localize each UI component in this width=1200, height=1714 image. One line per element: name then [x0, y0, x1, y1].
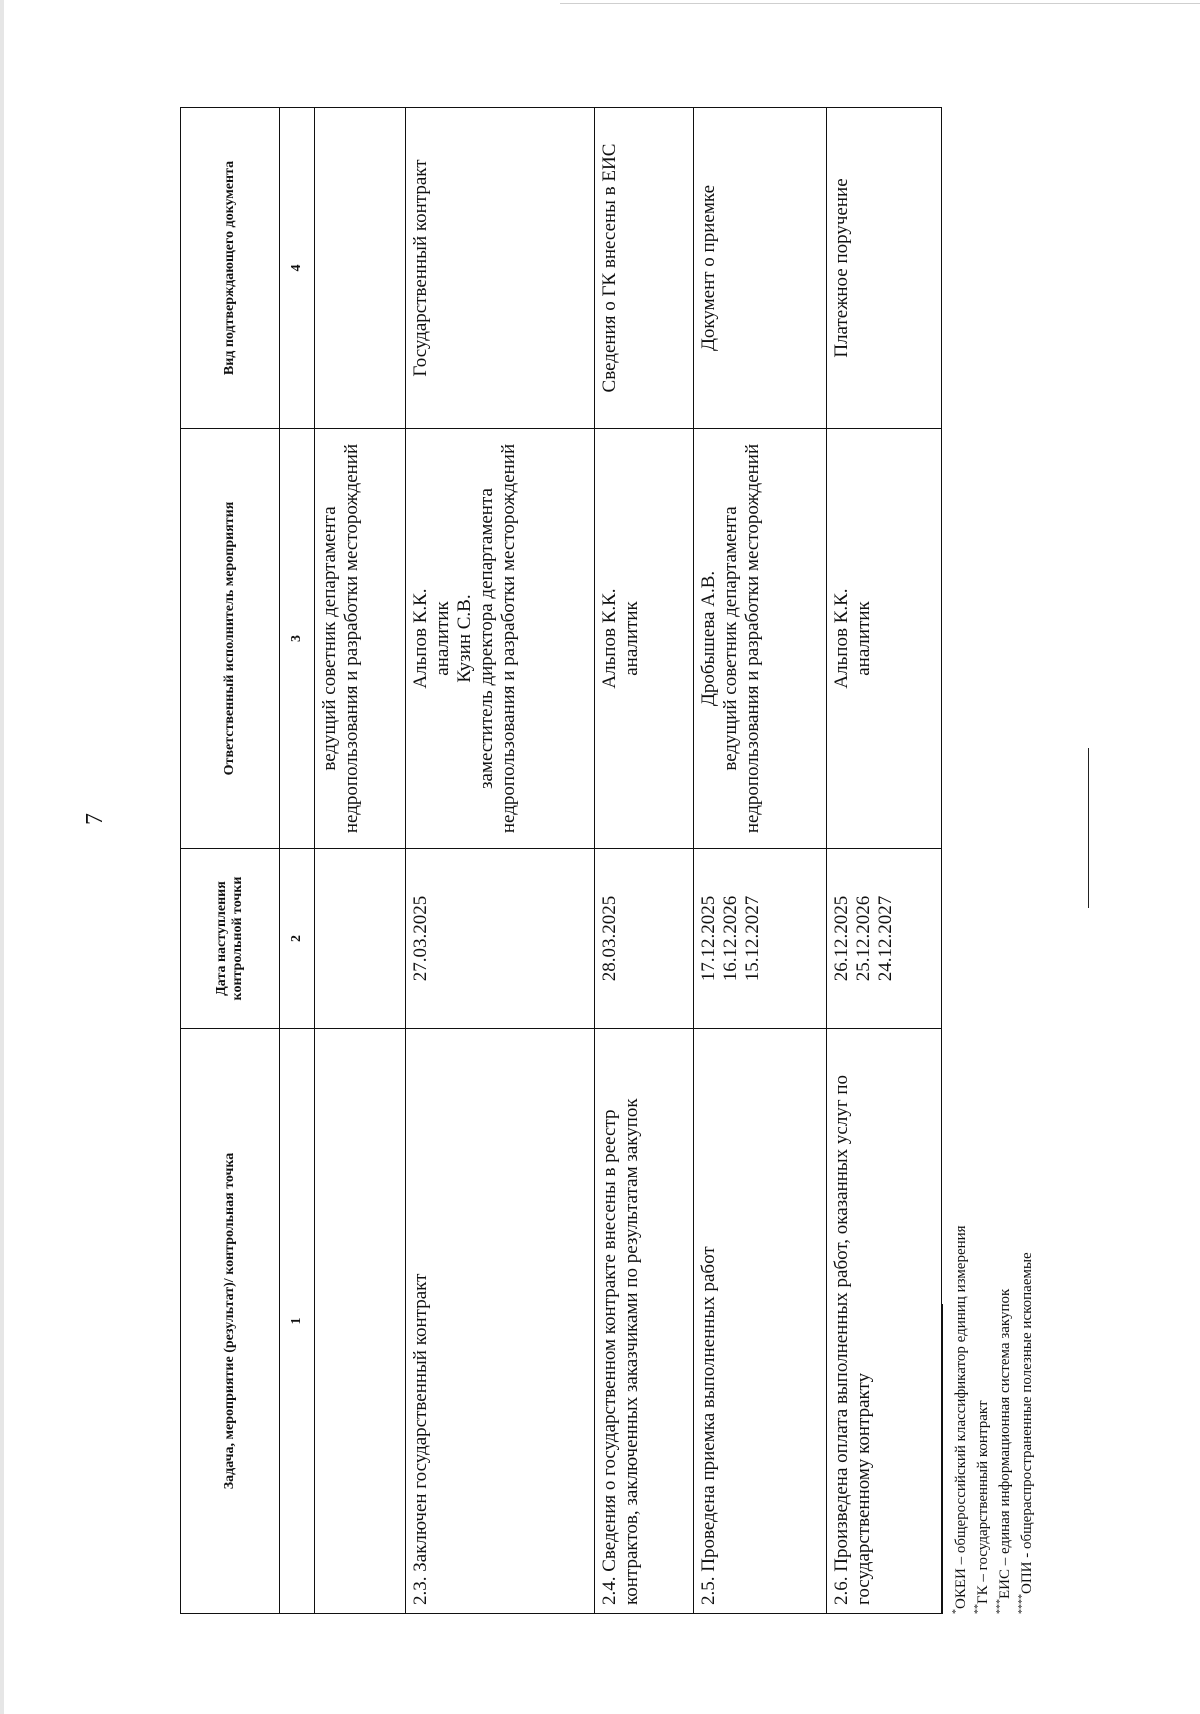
footnote-text: ГК – государственный контракт	[975, 1400, 991, 1604]
footnote-divider	[942, 1304, 943, 1614]
document-cell: Документ о приемке	[694, 108, 827, 429]
document-cell	[315, 108, 406, 429]
header-responsible: Ответственный исполнитель мероприятия	[181, 429, 280, 849]
responsible-line: Дробышева А.В.	[698, 570, 719, 707]
header-task: Задача, мероприятие (результат)/ контрольная точка	[181, 1029, 280, 1614]
footnote	[1014, 714, 1036, 1614]
date-cell	[595, 849, 694, 1029]
responsible-line: ведущий советник департамента недропользования и разработки месторождений	[720, 443, 763, 834]
responsible-cell	[694, 429, 827, 849]
task-cell: 2.3. Заключен государственный контракт	[406, 1029, 595, 1614]
responsible-line: Альпов К.К.	[599, 588, 620, 689]
footnote-mark: ****	[1017, 1594, 1028, 1614]
column-number: 2	[280, 849, 315, 1029]
date-value: 17.12.2025	[698, 895, 719, 982]
responsible-line: Альпов К.К.	[410, 588, 431, 689]
footnote-mark: *	[951, 1609, 962, 1614]
task-cell	[315, 1029, 406, 1614]
responsible-cell	[595, 429, 694, 849]
plan-table	[180, 107, 942, 1614]
footnote	[992, 714, 1014, 1614]
responsible-line: Альпов К.К.	[831, 588, 852, 689]
footnote-text: ОПИ - общераспространенные полезные ископаемые	[1019, 1252, 1035, 1594]
date-cell	[315, 849, 406, 1029]
table-row	[315, 108, 406, 1614]
date-value: 16.12.2026	[720, 895, 741, 982]
header-date: Дата наступления контрольной точки	[181, 849, 280, 1029]
column-number: 1	[280, 1029, 315, 1614]
table-row	[827, 108, 942, 1614]
date-value: 25.12.2026	[853, 895, 874, 982]
table-row	[406, 108, 595, 1614]
date-value: 28.03.2025	[599, 895, 620, 982]
footnote-text: ОКЕИ – общероссийский классификатор единиц измерения	[953, 1225, 969, 1609]
header-document: Вид подтверждающего документа	[181, 108, 280, 429]
responsible-line: аналитик	[621, 601, 642, 676]
task-cell: 2.6. Произведена оплата выполненных работ, оказанных услуг по государственному контракту	[827, 1029, 942, 1614]
table-column-numbers-row	[280, 108, 315, 1614]
date-cell	[694, 849, 827, 1029]
date-value: 15.12.2027	[742, 895, 763, 982]
column-number: 3	[280, 429, 315, 849]
task-cell: 2.5. Проведена приемка выполненных работ	[694, 1029, 827, 1614]
responsible-line: Кузин С.В.	[454, 594, 475, 683]
responsible-cell	[315, 429, 406, 849]
responsible-line: заместитель директора департамента недропользования и разработки месторождений	[476, 443, 519, 834]
date-value: 24.12.2027	[875, 895, 896, 982]
footnote-mark: **	[973, 1604, 984, 1614]
responsible-cell	[827, 429, 942, 849]
table-row	[694, 108, 827, 1614]
responsible-line: ведущий советник департамента недропользования и разработки месторождений	[319, 443, 362, 834]
footnote	[948, 714, 970, 1614]
footnote-mark: ***	[995, 1599, 1006, 1614]
document-cell: Сведения о ГК внесены в ЕИС	[595, 108, 694, 429]
footnotes	[948, 714, 1036, 1614]
responsible-line: аналитик	[853, 601, 874, 676]
date-cell	[406, 849, 595, 1029]
footnote-text: ЕИС – единая информационная система закупок	[997, 1288, 1013, 1599]
footnote	[970, 714, 992, 1614]
responsible-cell	[406, 429, 595, 849]
responsible-line: аналитик	[432, 601, 453, 676]
date-value: 26.12.2025	[831, 895, 852, 982]
date-value: 27.03.2025	[410, 895, 431, 982]
column-number: 4	[280, 108, 315, 429]
table-row	[595, 108, 694, 1614]
task-cell: 2.4. Сведения о государственном контракте внесены в реестр контрактов, заключенных заказчиками по результатам закупок	[595, 1029, 694, 1614]
page-number: 7	[82, 813, 108, 825]
table-header-row	[181, 108, 280, 1614]
date-cell	[827, 849, 942, 1029]
document-cell: Платежное поручение	[827, 108, 942, 429]
document-cell: Государственный контракт	[406, 108, 595, 429]
